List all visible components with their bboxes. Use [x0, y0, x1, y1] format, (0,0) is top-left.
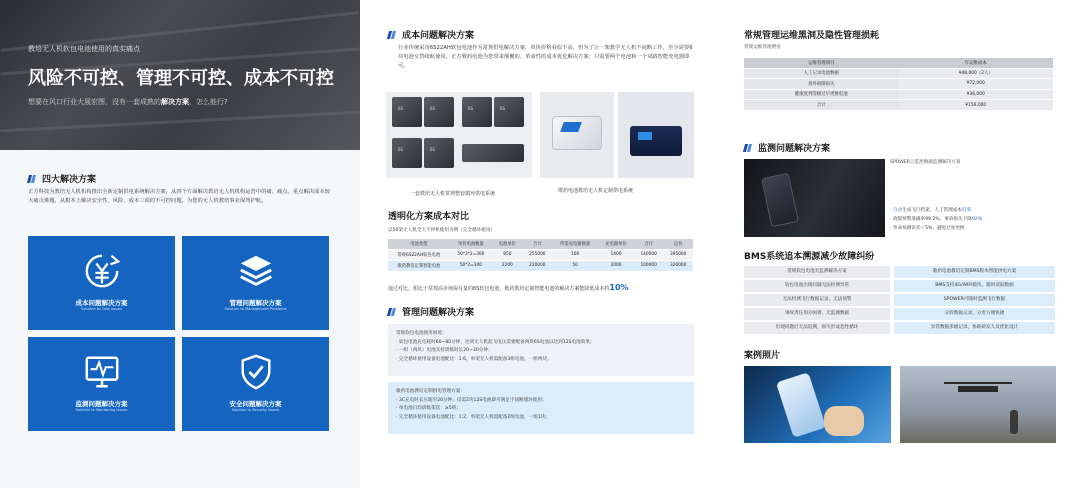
tile-subtitle: Solution to Cost Issues	[81, 307, 122, 311]
list-item: · 自动生成飞行档案，人工管理成本归零	[890, 208, 972, 213]
shield-check-icon	[237, 353, 275, 391]
bms-conventional-cell: 常规软包电池无监测解决方案	[744, 266, 890, 278]
tile-cost-solution[interactable]	[28, 236, 175, 330]
monitor-pulse-icon	[83, 353, 121, 391]
section-monitoring-solution: 监测问题解决方案	[744, 141, 830, 154]
brochure-page-2	[360, 0, 720, 488]
battery-image: 6S	[392, 97, 422, 127]
table-row: 常规6S22AH软包电池 50*3*2=300 850 255000 100 1400 140000 395000	[388, 249, 693, 260]
bms-smart-cell: SPOWER可随时监测飞行数据	[894, 294, 1055, 306]
hero-kicker: 教培无人机软包电池使用的真实痛点	[28, 45, 140, 53]
bms-conventional-cell: 出现问题后无法追溯，损失形成恶性循环	[744, 322, 890, 334]
smart-charger-photo	[618, 92, 694, 178]
section-four-solutions: 四大解决方案	[28, 172, 96, 185]
section-mark-icon	[744, 144, 753, 152]
list-item: · 寿命预测误差＜5%，避免过度更换	[890, 226, 965, 231]
table-row: 意外故障损失 ¥72,000	[744, 79, 1053, 90]
hero-title: 风险不可控、管理不可控、成本不可控	[28, 68, 334, 89]
bms-conventional-cell: 软包电池出现问题无法检测异常	[744, 280, 890, 292]
table-row: 合计 ¥156,000	[744, 100, 1053, 111]
battery-image: 6S	[494, 97, 524, 127]
table-row: 健康度判等级过早更换电池 ¥36,000	[744, 89, 1053, 100]
section-bms-tracing: BMS系统追本溯源减少故障纠纷	[744, 252, 875, 262]
intro-paragraph: 正方科技为教培无人机机构推出全新定制供电系统解决方案，从四个方面解决教培无人机机构运营中的痛、痛点。重点解决成本较大痛点难题，从根本上解决安全性、风险、成本三项的不可控问题，为您的无人机教培事业保驾护航。	[28, 189, 330, 204]
section-cost-compare: 透明化方案成本对比	[388, 212, 470, 222]
table-header-row: 运维管理项目 年运维成本	[744, 58, 1053, 68]
battery-image: 6S	[462, 97, 492, 127]
battery-image: 6S	[392, 138, 422, 168]
tile-title: 成本问题解决方案	[75, 299, 128, 307]
section-management-solution: 管理问题解决方案	[388, 305, 474, 318]
tile-management-solution[interactable]	[182, 236, 329, 330]
brochure-page-1	[0, 0, 360, 488]
caption-smart: 歌药电池教培无人机定制供电系统	[558, 188, 634, 194]
monitor-benefits-list	[890, 206, 982, 233]
table-note: 以50架无人机全天不停机使用为例（完全循环使用）	[388, 228, 495, 233]
tile-title: 管理问题解决方案	[229, 299, 282, 307]
section-mark-icon	[388, 31, 397, 39]
bms-smart-cell: 异常数据多级记录，协助研发人员优化设计	[894, 322, 1055, 334]
bms-smart-cell: 歌药电池教培定制BMS版本智能供电方案	[894, 266, 1055, 278]
battery-image: 6S	[424, 97, 454, 127]
hero-photo	[0, 0, 360, 150]
tile-subtitle: Solution to Monitoring Issues	[75, 408, 128, 412]
tile-title: 安全问题解决方案	[229, 400, 282, 408]
cost-paragraph: 行业传统采用6S22AH软包电池作为常规供电解决方案，单块价格看似不高，但为了让一架教学无人机不间断工作，至少需要6块电池交替续航使用。正方歌药电池为您带来颠覆的、革命性的成本优化解决方案：只需要两个电池和一个双路智能充电器即可。	[398, 45, 693, 69]
caption-conventional: 一套教培无人机常规整套循环供电系统	[410, 191, 496, 197]
charger-image	[462, 144, 524, 162]
bms-smart-cell: 分段数据记录，分责方便快捷	[894, 308, 1055, 320]
battery-image: 6S	[424, 138, 454, 168]
bms-smart-cell: BMS支持4G/WIFI模块，随时读取数据	[894, 280, 1055, 292]
tile-subtitle: Solution to Security Issues	[231, 408, 280, 412]
bms-conventional-cell: 无法检测飞行数据记录，无法预警	[744, 294, 890, 306]
table-row: 歌药教培定制智能电池 50*2=100 2200 220000 50 2000 100000 320000	[388, 260, 693, 271]
tile-subtitle: Solution to Management Problems	[224, 307, 287, 311]
brochure-page-3	[720, 0, 1080, 488]
hero-subtitle: 想要在风口行业大展宏图，没有一套成熟的解决方案，怎么能行?	[28, 98, 228, 106]
section-case-photos: 案例照片	[744, 351, 781, 361]
list-item: · 故障预警准确率99.2%，事故损失下降92%	[890, 217, 983, 222]
conventional-battery-photo	[386, 92, 532, 178]
section-cost-solution: 成本问题解决方案	[388, 28, 474, 41]
bms-conventional-cell: 事故责任划分困难，无监测数据	[744, 308, 890, 320]
tile-security-solution[interactable]	[182, 337, 329, 431]
cost-table-label: 常规运维管理费用	[744, 45, 781, 50]
section-mark-icon	[28, 175, 37, 183]
section-maintenance-loss: 常规管理运维黑洞及隐性管理损耗	[744, 31, 880, 41]
table-header-row: 电池类型 单价电池数量 电池单价 合计 所需充电器数量 充电器单价 合计 总价	[388, 239, 693, 249]
yen-cycle-icon	[83, 252, 121, 290]
monitor-subtitle: SPOWER云监控数据监测解决方案	[890, 160, 961, 165]
section-mark-icon	[388, 308, 397, 316]
smart-management-box: 歌药电池教培定制供电管理方案： · 3C充电时长压缩至20分钟，仅需2块12S电池即可满足不间断循环使用； · 单电池日均训练架次：≥5班； · 完全循环使用设备电池配比：1:2，单架无人机需配备2组电池，一组1块；	[388, 382, 694, 434]
case-photo-app	[744, 366, 891, 443]
tile-monitoring-solution[interactable]	[28, 337, 175, 431]
layers-icon	[237, 252, 275, 290]
cost-compare-table	[388, 239, 693, 271]
conventional-dilemma-box: 常规软包电池使用困境： · 软包电池充电耗时60~80分钟，达到无人机起飞电压需要配备两块6S电池以达到12S电池效果； · 一组（两块）电池支持训练时长20~30分钟； · 完全循环使用设备电池配比：1:6，单架无人机需配备3组电池，一组两块；	[388, 324, 694, 376]
monitoring-phone-photo	[744, 159, 885, 237]
table-row: 人工记录电池数据 ¥48,000（2人）	[744, 68, 1053, 79]
compare-summary: 通过对比，相比于常规高市场保有量的6S软包电池，歌药教培定制智能电池的解决方案能降低成本约10%	[388, 283, 629, 292]
maintenance-cost-table	[744, 58, 1053, 110]
tile-title: 监测问题解决方案	[75, 400, 128, 408]
smart-battery-photo	[540, 92, 614, 178]
case-photo-drone	[900, 366, 1056, 443]
